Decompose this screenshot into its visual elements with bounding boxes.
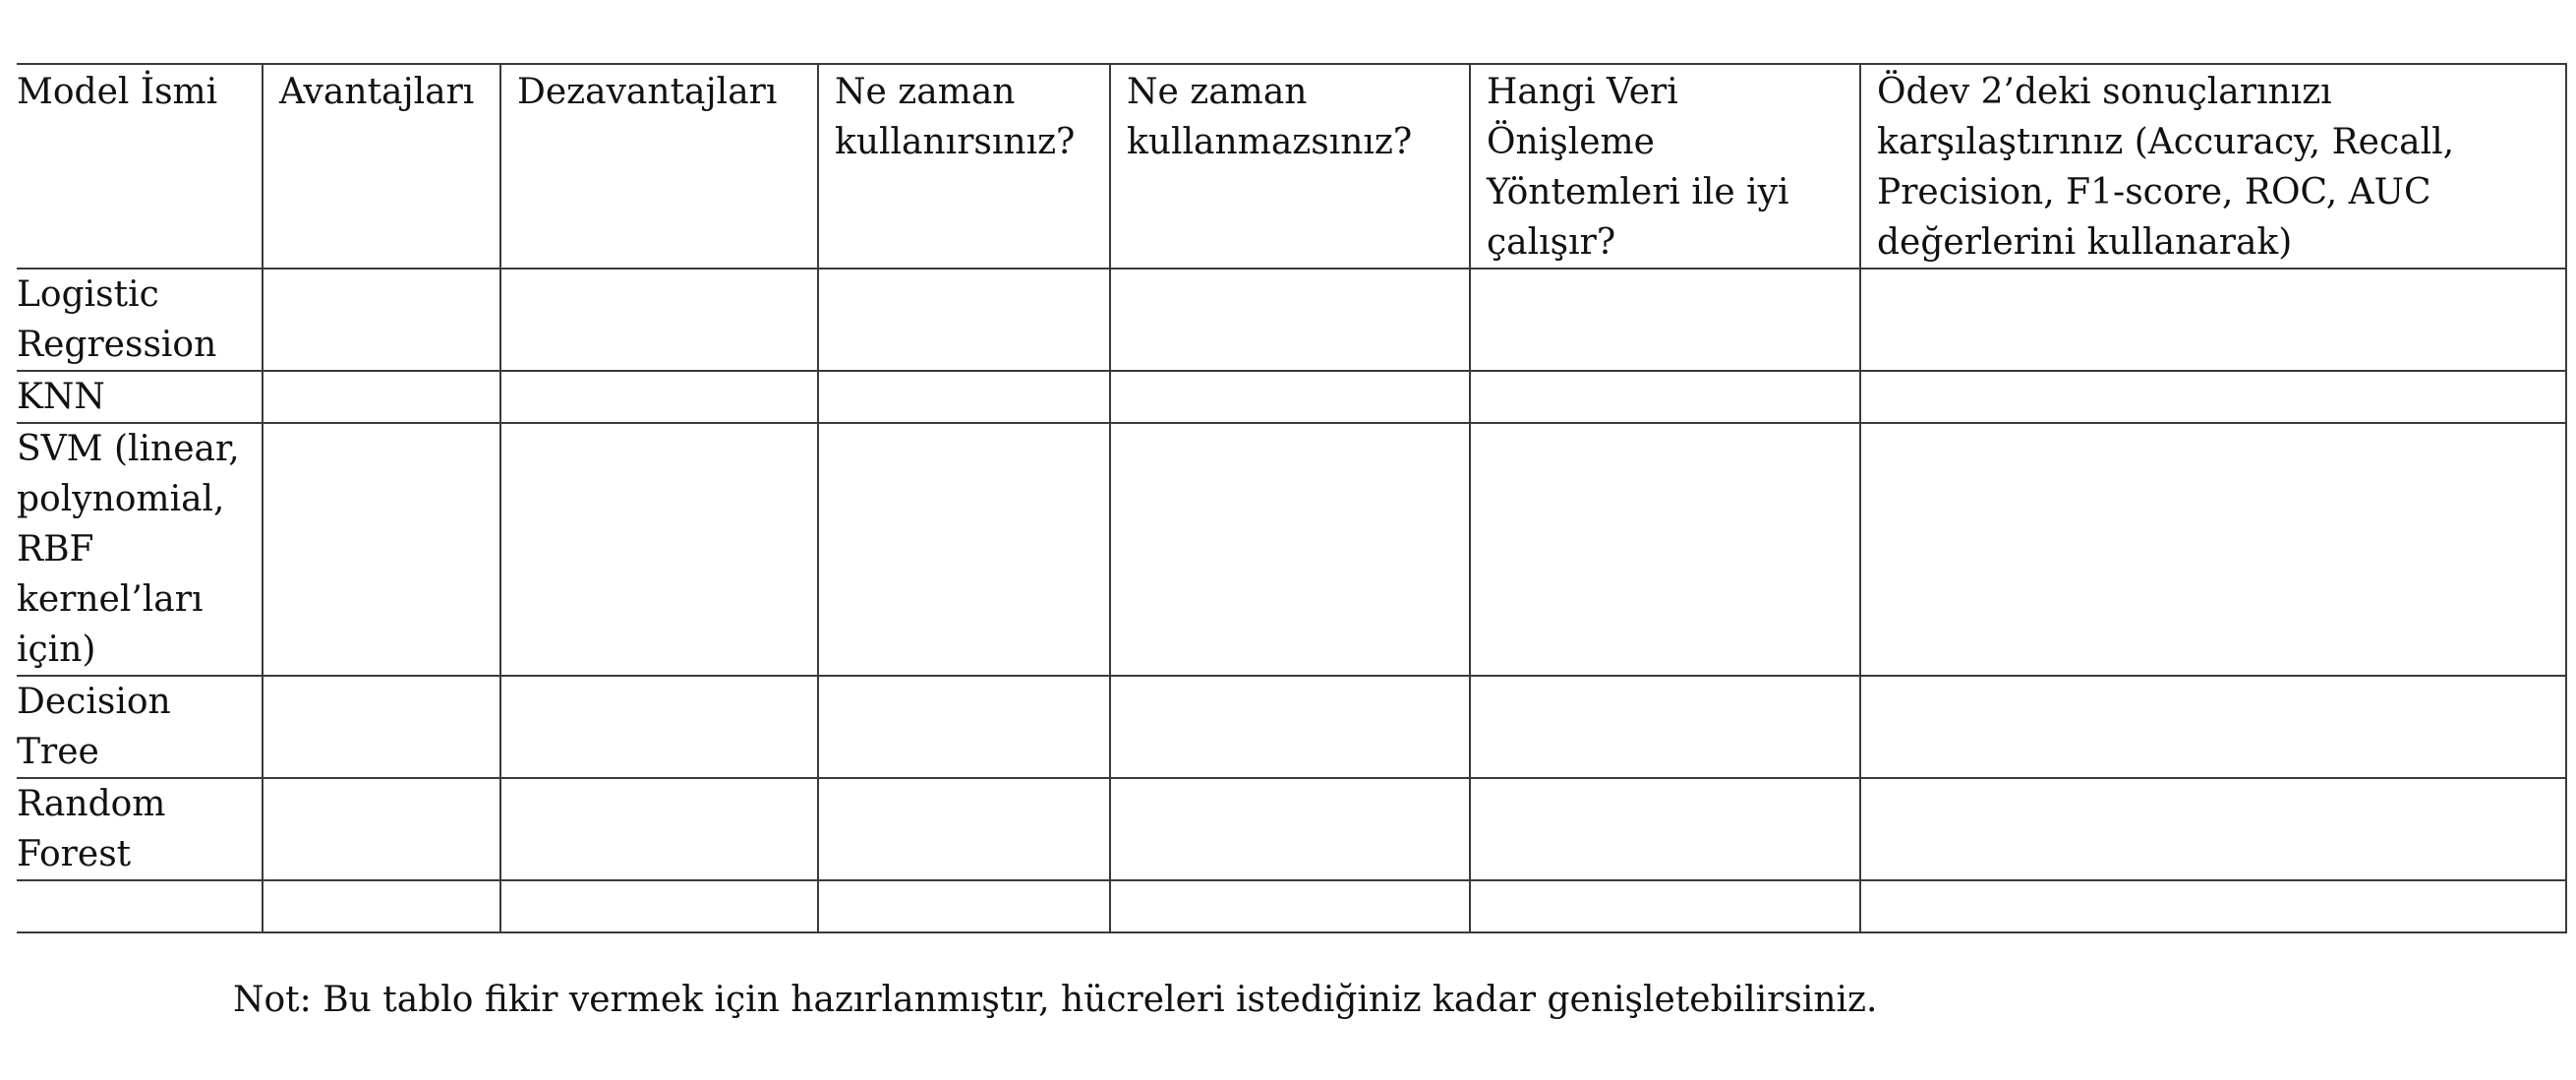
model-name-cell[interactable] [17, 880, 263, 932]
table-row-random-forest [17, 778, 2566, 880]
header-when-not-to-use: Ne zaman kullanmazsınız? [1110, 64, 1470, 269]
table-cell[interactable] [1110, 371, 1470, 423]
table-cell[interactable] [1470, 778, 1860, 880]
header-preprocessing: Hangi Veri Önişleme Yöntemleri ile iyi çalışır? [1470, 64, 1860, 269]
table-cell[interactable] [1470, 423, 1860, 676]
table-cell[interactable] [500, 371, 818, 423]
table-cell[interactable] [263, 880, 500, 932]
table-cell[interactable] [1860, 371, 2566, 423]
model-name-cell: Decision Tree [17, 676, 263, 778]
model-name-cell: SVM (linear, polynomial, RBF kernel’ları için) [17, 423, 263, 676]
header-disadvantages: Dezavantajları [500, 64, 818, 269]
table-cell[interactable] [500, 676, 818, 778]
table-row-knn [17, 371, 2566, 423]
header-compare-results: Ödev 2’deki sonuçlarınızı karşılaştırınız (Accuracy, Recall, Precision, F1-score, ROC, AUC değerlerini kullanarak) [1860, 64, 2566, 269]
table-cell[interactable] [263, 269, 500, 371]
model-name-cell: Random Forest [17, 778, 263, 880]
table-cell[interactable] [1860, 778, 2566, 880]
table-cell[interactable] [263, 371, 500, 423]
header-advantages: Avantajları [263, 64, 500, 269]
table-cell[interactable] [1470, 371, 1860, 423]
table-cell[interactable] [818, 880, 1110, 932]
table-row-decision-tree [17, 676, 2566, 778]
table-cell[interactable] [1860, 423, 2566, 676]
table-cell[interactable] [1470, 269, 1860, 371]
header-when-to-use: Ne zaman kullanırsınız? [818, 64, 1110, 269]
table-cell[interactable] [1110, 423, 1470, 676]
table-cell[interactable] [1860, 269, 2566, 371]
table-note: Not: Bu tablo fikir vermek için hazırlanmıştır, hücreleri istediğiniz kadar genişletebilirsiniz. [233, 980, 1878, 1020]
model-name-cell: KNN [17, 371, 263, 423]
table-cell[interactable] [818, 269, 1110, 371]
table-cell[interactable] [818, 423, 1110, 676]
table-cell[interactable] [1110, 269, 1470, 371]
table-cell[interactable] [1860, 880, 2566, 932]
table-cell[interactable] [500, 423, 818, 676]
table-row-logistic-regression [17, 269, 2566, 371]
header-model-name: Model İsmi [17, 64, 263, 269]
table-cell[interactable] [500, 880, 818, 932]
table-row-empty [17, 880, 2566, 932]
table-cell[interactable] [1470, 880, 1860, 932]
table-cell[interactable] [500, 778, 818, 880]
table-cell[interactable] [500, 269, 818, 371]
table-cell[interactable] [263, 423, 500, 676]
table-header-row [17, 64, 2566, 269]
assignment-table [17, 63, 2567, 933]
table-cell[interactable] [1110, 778, 1470, 880]
table-cell[interactable] [818, 778, 1110, 880]
table-cell[interactable] [1470, 676, 1860, 778]
table-cell[interactable] [1110, 880, 1470, 932]
model-name-cell: Logistic Regression [17, 269, 263, 371]
table-cell[interactable] [1110, 676, 1470, 778]
table-cell[interactable] [818, 371, 1110, 423]
table-row-svm [17, 423, 2566, 676]
table-cell[interactable] [263, 676, 500, 778]
table-cell[interactable] [263, 778, 500, 880]
table-cell[interactable] [818, 676, 1110, 778]
table-cell[interactable] [1860, 676, 2566, 778]
